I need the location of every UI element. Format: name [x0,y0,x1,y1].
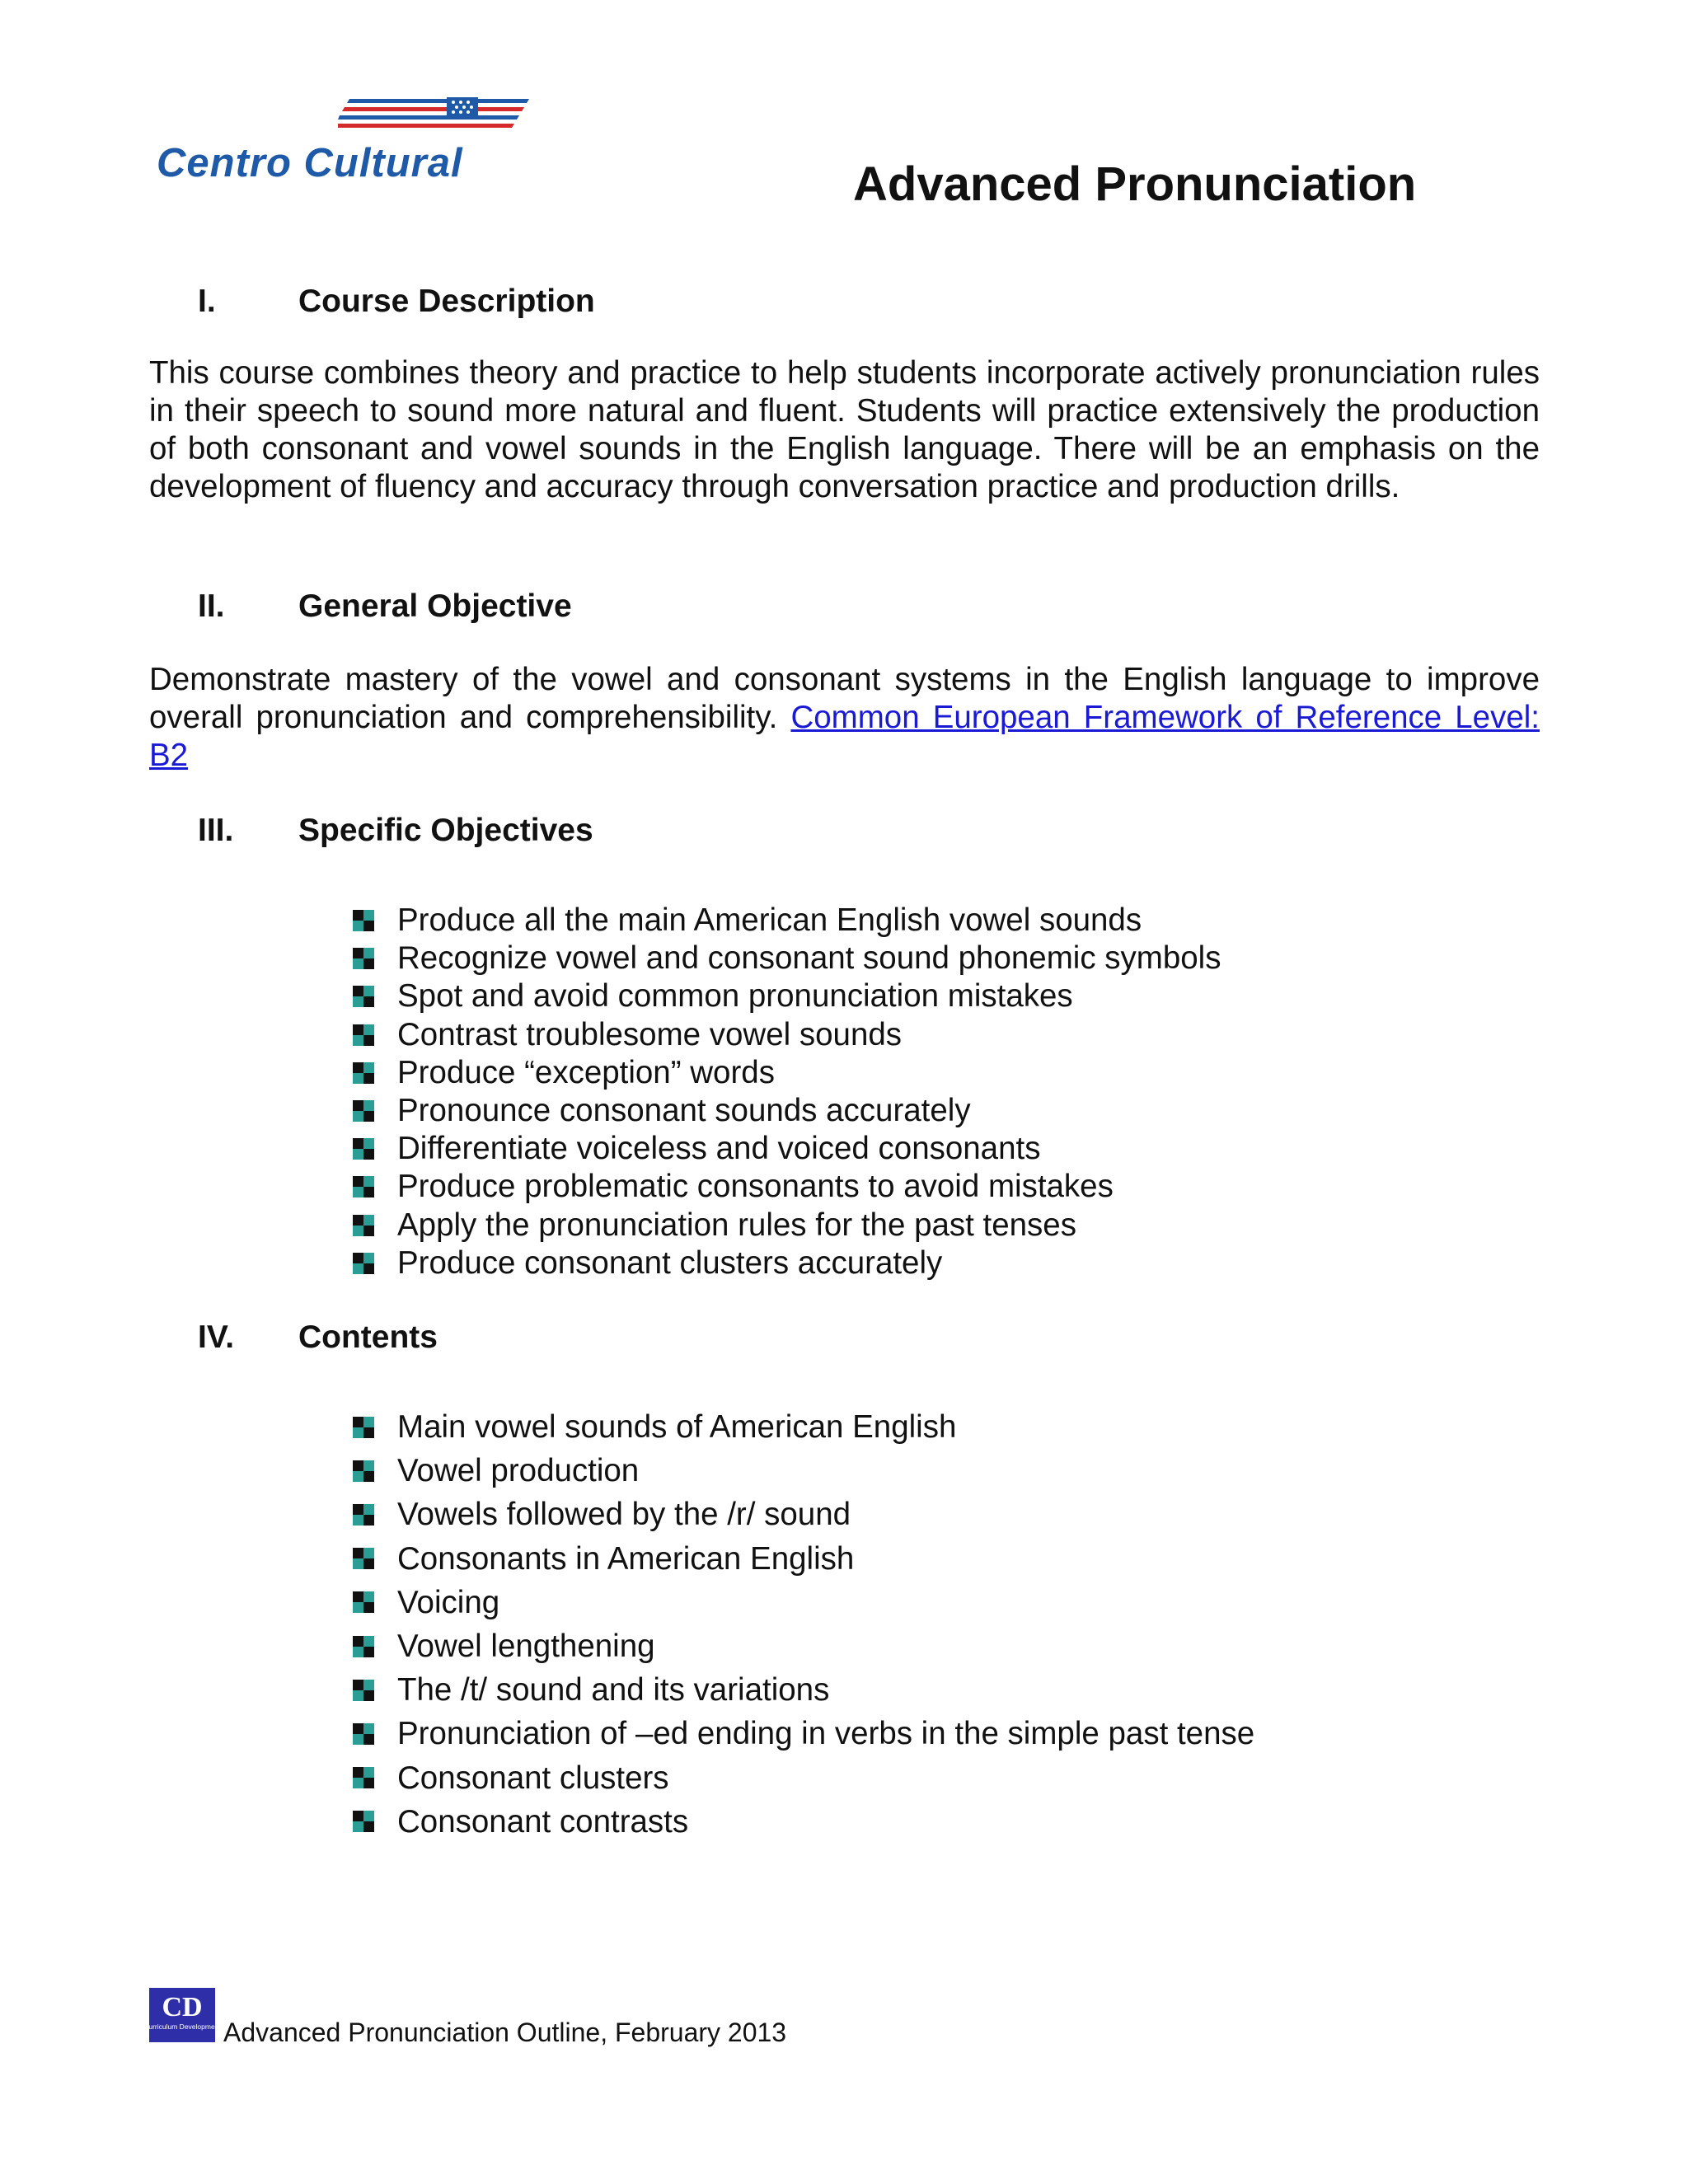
list-item-text: Produce “exception” words [397,1054,775,1090]
list-item [350,977,1221,1015]
badge-letters: CD [162,1992,203,2022]
square-bullet-icon [353,1062,374,1084]
contents-list [350,1405,1254,1844]
section-number: IV. [198,1319,235,1355]
general-objective-text [149,661,1540,775]
specific-objectives-list [350,902,1221,1282]
list-item [350,1207,1221,1244]
square-bullet-icon [353,1767,374,1788]
footer-text: Advanced Pronunciation Outline, February 2013 [223,2018,787,2047]
list-item [350,1800,1254,1844]
list-item-text: Pronunciation of –ed ending in verbs in the simple past tense [397,1716,1255,1752]
list-item [350,1168,1221,1206]
logo-text: Centro Cultural [157,141,463,185]
square-bullet-icon [353,1215,374,1236]
list-item-text: Vowel lengthening [397,1628,655,1664]
curriculum-development-logo [143,1988,221,2042]
list-item-text: Pronounce consonant sounds accurately [397,1092,971,1128]
list-item [350,1712,1254,1755]
list-item [350,1624,1254,1668]
list-item-text: Recognize vowel and consonant sound phonemic symbols [397,940,1221,977]
section-number: II. [198,588,225,624]
list-item-text: Vowel production [397,1453,640,1489]
list-item-text: The /t/ sound and its variations [397,1672,830,1708]
footer [143,1988,891,2047]
list-item [350,1244,1221,1282]
square-bullet-icon [353,1504,374,1526]
section-number: I. [198,284,216,319]
list-item-text: Vowels followed by the /r/ sound [397,1497,851,1533]
square-bullet-icon [353,986,374,1007]
list-item-text: Consonant contrasts [397,1803,689,1840]
list-item [350,1449,1254,1493]
list-item [350,1756,1254,1800]
course-description-text: This course combines theory and practice to help students incorporate actively pronunciation rules in their speech to sound more natural and fluent. Students will practice extensively the production of both consonant and vowel sounds in the English language. There will be an emphasis on the development of fluency and accuracy through conversation practice and production drills. [149,355,1540,504]
square-bullet-icon [353,1024,374,1046]
centro-cultural-logo [157,97,544,188]
list-item [350,1405,1254,1449]
list-item [350,1054,1221,1092]
section-title: Contents [298,1319,438,1355]
square-bullet-icon [353,1636,374,1657]
list-item-text: Consonant clusters [397,1760,669,1796]
square-bullet-icon [353,1176,374,1197]
badge-subtext: Curriculum Development [143,2022,221,2031]
list-item-text: Apply the pronunciation rules for the past tenses [397,1207,1076,1243]
square-bullet-icon [353,1253,374,1274]
cefr-level-link[interactable]: Common European Framework of Reference Level: B2 [149,700,1540,773]
list-item [350,1493,1254,1536]
square-bullet-icon [353,1591,374,1613]
general-objective-body: Demonstrate mastery of the vowel and consonant systems in the English language to improve overall pronunciation and comprehensibility. [149,662,1540,735]
list-item-text: Produce consonant clusters accurately [397,1244,943,1281]
list-item [350,940,1221,977]
section-number: III. [198,813,234,848]
section-title: General Objective [298,588,572,624]
list-item [350,1130,1221,1168]
page-title: Advanced Pronunciation [853,157,1417,211]
list-item-text: Differentiate voiceless and voiced consonants [397,1131,1041,1167]
list-item-text: Main vowel sounds of American English [397,1409,957,1445]
square-bullet-icon [353,1100,374,1122]
section-title: Course Description [298,284,595,319]
square-bullet-icon [353,910,374,931]
list-item [350,1092,1221,1130]
square-bullet-icon [353,1138,374,1160]
section-title: Specific Objectives [298,813,593,848]
list-item-text: Produce problematic consonants to avoid mistakes [397,1169,1114,1205]
list-item [350,1668,1254,1712]
list-item-text: Produce all the main American English vowel sounds [397,902,1142,938]
square-bullet-icon [353,948,374,969]
square-bullet-icon [353,1548,374,1569]
list-item [350,902,1221,940]
square-bullet-icon [353,1460,374,1482]
square-bullet-icon [353,1680,374,1701]
flag-stripes-icon [338,97,548,130]
list-item [350,1016,1221,1054]
list-item [350,1537,1254,1581]
list-item [350,1581,1254,1624]
square-bullet-icon [353,1417,374,1438]
list-item-text: Consonants in American English [397,1540,855,1577]
list-item-text: Voicing [397,1584,500,1620]
square-bullet-icon [353,1723,374,1745]
list-item-text: Contrast troublesome vowel sounds [397,1016,903,1052]
square-bullet-icon [353,1811,374,1832]
list-item-text: Spot and avoid common pronunciation mistakes [397,978,1073,1015]
